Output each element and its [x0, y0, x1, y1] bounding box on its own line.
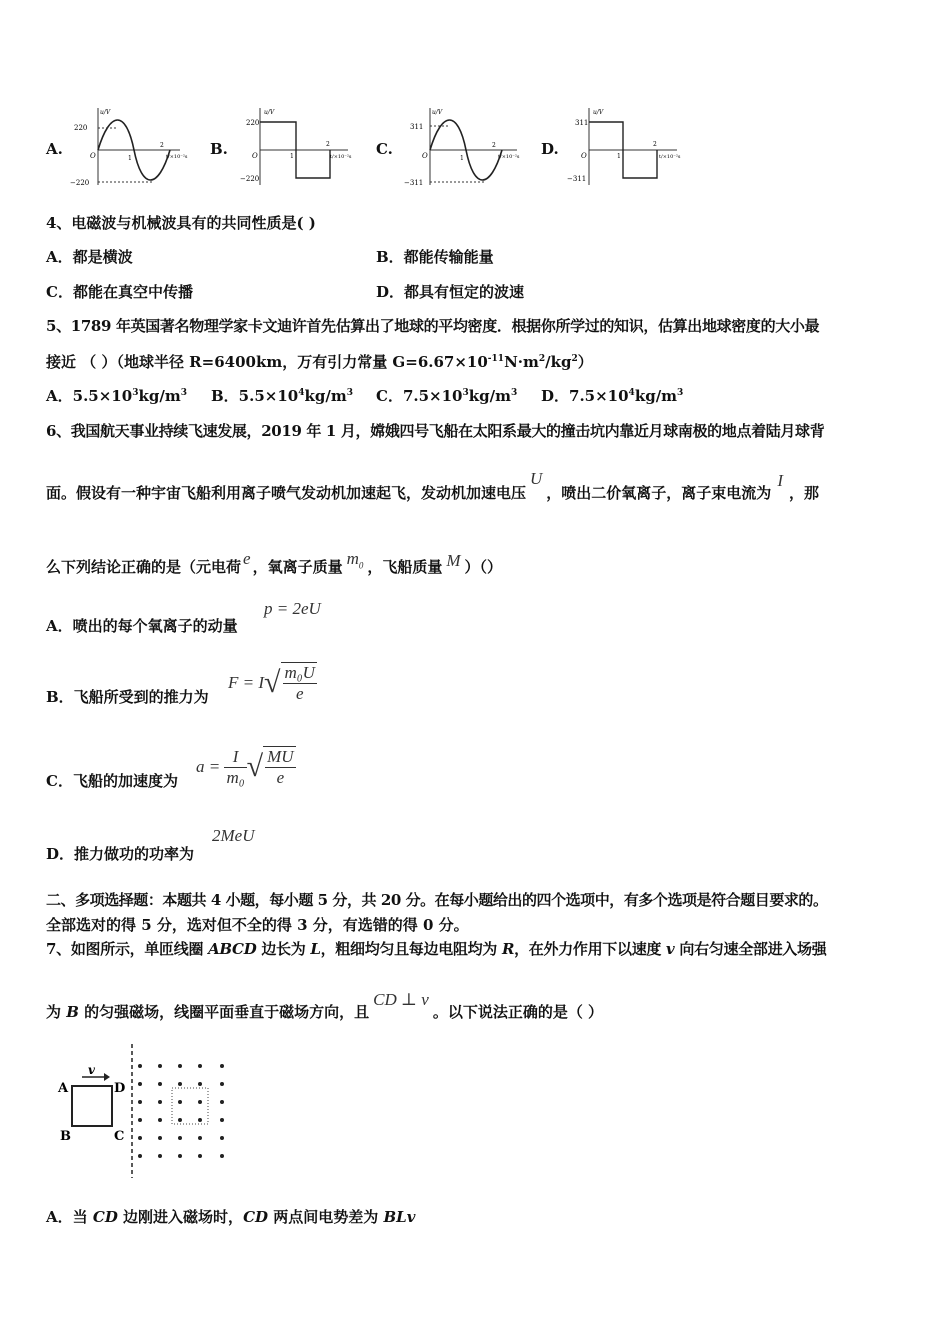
graph-a	[70, 100, 200, 190]
graph-c-tick2: 2	[492, 142, 496, 149]
q5-option-d: D．$7.5\times 10^4kg/m^3$	[541, 387, 684, 405]
graph-a-tick2: 2	[160, 142, 164, 149]
graph-b	[238, 100, 368, 190]
section2-line2: 全部选对的得 5 分，选对但不全的得 3 分，有选错的得 0 分。	[46, 916, 469, 934]
q4-option-d: D．都具有恒定的波速	[376, 283, 525, 301]
fig-label-v: v	[88, 1063, 95, 1077]
graph-c-trough: −311	[404, 179, 424, 187]
graph-b-tick1: 1	[290, 153, 294, 160]
symbol-m0: $m_0$	[346, 549, 364, 571]
graph-a-ylabel: u/V	[100, 109, 111, 116]
graph-c-xlabel: t/×10⁻²s	[498, 154, 520, 160]
q6-option-c: C．飞船的加速度为	[46, 772, 178, 790]
q6-option-a-math: p = 2eU	[264, 599, 321, 618]
q7-figure	[56, 1040, 246, 1180]
graph-d-ylabel: u/V	[593, 109, 604, 116]
q5-option-b: B．$5.5\times 10^4kg/m^3$	[211, 387, 353, 405]
symbol-m: M	[446, 551, 461, 570]
graph-a-tick1: 1	[128, 155, 132, 162]
fig-label-b: B	[60, 1129, 71, 1144]
fig-label-d: D	[114, 1081, 126, 1096]
symbol-u: U	[530, 469, 543, 488]
graph-b-ylabel: u/V	[264, 109, 275, 116]
option-d-label: D.	[541, 140, 559, 158]
q5-option-a: A．$5.5\times 10^3kg/m^3$	[46, 387, 187, 405]
q5-option-c: C．$7.5\times 10^3kg/m^3$	[376, 387, 518, 405]
graph-b-xlabel: t/×10⁻²s	[330, 154, 352, 160]
graph-c-ylabel: u/V	[432, 109, 443, 116]
graph-b-tick2: 2	[326, 141, 330, 148]
q7-stem-line1: 7、如图所示，单匝线圈 ABCD 边长为 L，粗细均匀且每边电阻均为 R，在外力作用下以速度 v 向右匀速全部进入场强	[46, 940, 827, 958]
q4-option-c: C．都能在真空中传播	[46, 283, 193, 301]
graph-c-peak: 311	[410, 123, 424, 131]
option-c-label: C.	[376, 140, 393, 158]
fig-label-a: A	[58, 1081, 69, 1096]
symbol-i: I	[777, 471, 783, 490]
q7-stem-line2: 为 B 的匀强磁场，线圈平面垂直于磁场方向，且CD ⊥ v。以下说法正确的是（ ）	[46, 990, 604, 1021]
graph-b-peak: 220	[246, 119, 260, 127]
graph-c	[402, 100, 532, 190]
q7-option-a: A．当 CD 边刚进入磁场时，CD 两点间电势差为 BLv	[46, 1208, 416, 1226]
q5-stem-line2: 接近 （ ）（地球半径 R=6400km，万有引力常量 $G=6.67\times 10^{-11}N\cdot m^2/kg^2$）	[46, 353, 593, 371]
graph-d	[565, 100, 695, 190]
fig-label-c: C	[114, 1129, 125, 1144]
graph-d-xlabel: t/×10⁻²s	[659, 154, 681, 160]
q6-option-d: D．推力做功的功率为	[46, 845, 195, 863]
cd-perp-v-math: CD ⊥ v	[373, 990, 429, 1009]
graph-d-origin: O	[581, 152, 587, 160]
graph-a-origin: O	[90, 152, 96, 160]
symbol-e: e	[243, 549, 251, 568]
option-a-label: A.	[46, 140, 63, 158]
graph-d-tick2: 2	[653, 141, 657, 148]
graph-d-tick1: 1	[617, 153, 621, 160]
option-b-label: B.	[210, 140, 228, 158]
q6-stem-line2: 面。假设有一种宇宙飞船利用离子喷气发动机加速起飞，发动机加速电压U，喷出二价氧离子，离子束电流为I，那	[46, 469, 819, 502]
q6-option-b: B．飞船所受到的推力为	[46, 688, 209, 706]
q4-option-b: B．都能传输能量	[376, 248, 494, 266]
graph-a-trough: −220	[70, 179, 90, 187]
graph-c-origin: O	[422, 152, 428, 160]
graph-d-peak: 311	[575, 119, 589, 127]
graph-d-trough: −311	[567, 175, 587, 183]
graph-a-peak: 220	[74, 124, 88, 132]
section2-line1: 二、多项选择题：本题共 4 小题，每小题 5 分，共 20 分。在每小题给出的四个选项中，有多个选项是符合题目要求的。	[46, 891, 828, 909]
q6-stem-line1: 6、我国航天事业持续飞速发展，2019 年 1 月，嫦娥四号飞船在太阳系最大的撞击坑内靠近月球南极的地点着陆月球背	[46, 422, 825, 440]
graph-c-tick1: 1	[460, 155, 464, 162]
graph-b-trough: −220	[240, 175, 260, 183]
q6-option-c-math: a = $\frac{I}{\text{m₀}}$ √ $\frac{MU}{e}$	[196, 746, 294, 787]
graph-b-origin: O	[252, 152, 258, 160]
q4-option-a: A．都是横波	[46, 248, 133, 266]
q5-stem-line1: 5、1789 年英国著名物理学家卡文迪许首先估算出了地球的平均密度．根据你所学过的知识，估算出地球密度的大小最	[46, 317, 820, 335]
q6-option-a: A．喷出的每个氧离子的动量	[46, 617, 238, 635]
q6-option-d-math: 2MeU	[212, 826, 255, 845]
graph-a-xlabel: t/×10⁻²s	[166, 154, 188, 160]
q4-stem: 4、电磁波与机械波具有的共同性质是( )	[46, 214, 316, 232]
q6-option-b-math: F = I√ $\frac{\text{m₀U}}{e}$	[228, 663, 315, 703]
q6-stem-line3: 么下列结论正确的是（元电荷 e ，氧离子质量 $m_0$ ，飞船质量 M ）（）	[46, 549, 503, 576]
